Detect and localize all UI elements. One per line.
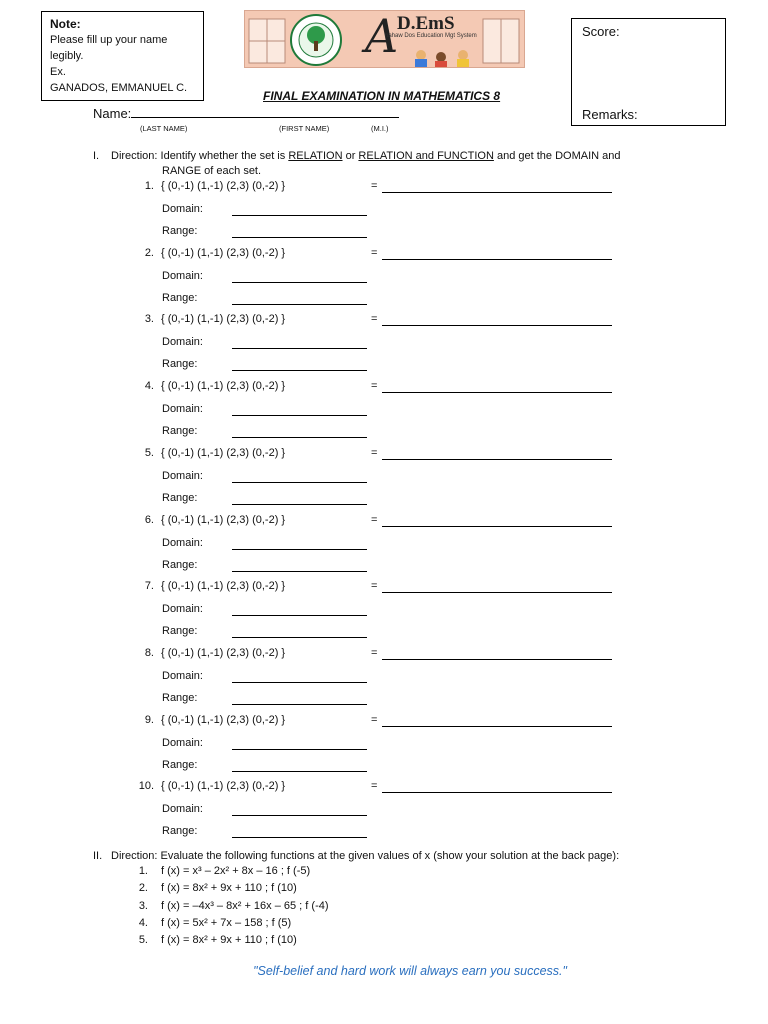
- relation-set: { (0,-1) (1,-1) (2,3) (0,-2) }: [161, 780, 286, 792]
- range-answer-line[interactable]: [232, 237, 367, 238]
- domain-label: Domain:: [162, 336, 203, 348]
- item-number: 2.: [144, 247, 154, 259]
- relation-set: { (0,-1) (1,-1) (2,3) (0,-2) }: [161, 380, 286, 392]
- equals-sign: =: [371, 580, 378, 592]
- last-name-label: (LAST NAME): [140, 124, 188, 133]
- domain-label: Domain:: [162, 270, 203, 282]
- range-label: Range:: [162, 425, 198, 437]
- answer-line[interactable]: [382, 792, 612, 793]
- answer-line[interactable]: [382, 192, 612, 193]
- name-label: Name:: [93, 106, 132, 121]
- answer-line[interactable]: [382, 526, 612, 527]
- function-expression: f (x) = 8x² + 9x + 110 ; f (10): [161, 882, 297, 894]
- item-number: 4.: [144, 380, 154, 392]
- domain-answer-line[interactable]: [232, 215, 367, 216]
- equals-sign: =: [371, 780, 378, 792]
- direction-prefix: Direction: Identify whether the set is: [111, 150, 289, 162]
- part1-direction: [111, 149, 621, 164]
- name-input-line[interactable]: [131, 117, 399, 118]
- function-number: 5.: [138, 934, 148, 946]
- item-number: 6.: [144, 514, 154, 526]
- term-relation: RELATION: [288, 150, 343, 162]
- domain-label: Domain:: [162, 470, 203, 482]
- domain-answer-line[interactable]: [232, 749, 367, 750]
- range-label: Range:: [162, 292, 198, 304]
- answer-line[interactable]: [382, 325, 612, 326]
- equals-sign: =: [371, 514, 378, 526]
- domain-answer-line[interactable]: [232, 282, 367, 283]
- range-answer-line[interactable]: [232, 771, 367, 772]
- range-label: Range:: [162, 625, 198, 637]
- function-expression: f (x) = 5x² + 7x – 158 ; f (5): [161, 917, 292, 929]
- middle-initial-label: (M.I.): [371, 124, 389, 133]
- item-number: 1.: [144, 180, 154, 192]
- part1-direction-line2: RANGE of each set.: [162, 165, 262, 177]
- item-number: 8.: [144, 647, 154, 659]
- motivational-quote: "Self-belief and hard work will always earn you success.": [253, 964, 567, 978]
- function-number: 3.: [138, 900, 148, 912]
- function-number: 1.: [138, 865, 148, 877]
- part2-direction: Direction: Evaluate the following functions at the given values of x (show your solution at the back page):: [111, 850, 620, 862]
- note-line: Please fill up your name: [50, 34, 168, 46]
- answer-line[interactable]: [382, 726, 612, 727]
- function-expression: f (x) = –4x³ – 8x² + 16x – 65 ; f (-4): [161, 900, 329, 912]
- equals-sign: =: [371, 714, 378, 726]
- answer-line[interactable]: [382, 392, 612, 393]
- answer-line[interactable]: [382, 592, 612, 593]
- relation-set: { (0,-1) (1,-1) (2,3) (0,-2) }: [161, 647, 286, 659]
- range-answer-line[interactable]: [232, 637, 367, 638]
- function-expression: f (x) = 8x² + 9x + 110 ; f (10): [161, 934, 297, 946]
- equals-sign: =: [371, 247, 378, 259]
- note-line: GANADOS, EMMANUEL C.: [50, 82, 188, 94]
- domain-label: Domain:: [162, 203, 203, 215]
- function-expression: f (x) = x³ – 2x² + 8x – 16 ; f (-5): [161, 865, 311, 877]
- brand-name: D.EmS: [397, 13, 455, 34]
- range-answer-line[interactable]: [232, 437, 367, 438]
- equals-sign: =: [371, 647, 378, 659]
- domain-answer-line[interactable]: [232, 615, 367, 616]
- term-relation-function: RELATION and FUNCTION: [358, 150, 494, 162]
- equals-sign: =: [371, 447, 378, 459]
- domain-label: Domain:: [162, 603, 203, 615]
- note-title: Note:: [50, 17, 81, 31]
- brand-tagline: nahaw Dos Education Mgt System: [385, 33, 477, 39]
- range-answer-line[interactable]: [232, 704, 367, 705]
- answer-line[interactable]: [382, 459, 612, 460]
- range-label: Range:: [162, 559, 198, 571]
- range-label: Range:: [162, 358, 198, 370]
- school-logo-banner: [244, 10, 525, 68]
- equals-sign: =: [371, 180, 378, 192]
- exam-title: FINAL EXAMINATION IN MATHEMATICS 8: [263, 89, 501, 103]
- domain-label: Domain:: [162, 537, 203, 549]
- equals-sign: =: [371, 313, 378, 325]
- function-number: 2.: [138, 882, 148, 894]
- direction-suffix: and get the DOMAIN and: [493, 150, 621, 162]
- range-answer-line[interactable]: [232, 370, 367, 371]
- item-number: 3.: [144, 313, 154, 325]
- relation-set: { (0,-1) (1,-1) (2,3) (0,-2) }: [161, 714, 286, 726]
- item-number: 5.: [144, 447, 154, 459]
- remarks-label: Remarks:: [582, 107, 638, 122]
- range-label: Range:: [162, 225, 198, 237]
- relation-set: { (0,-1) (1,-1) (2,3) (0,-2) }: [161, 580, 286, 592]
- equals-sign: =: [371, 380, 378, 392]
- part2-roman: II.: [93, 850, 103, 862]
- item-number: 9.: [144, 714, 154, 726]
- domain-label: Domain:: [162, 737, 203, 749]
- relation-set: { (0,-1) (1,-1) (2,3) (0,-2) }: [161, 247, 286, 259]
- item-number: 7.: [144, 580, 154, 592]
- range-answer-line[interactable]: [232, 837, 367, 838]
- domain-answer-line[interactable]: [232, 482, 367, 483]
- domain-label: Domain:: [162, 403, 203, 415]
- brand-letter: A: [365, 10, 399, 63]
- note-box: [41, 11, 204, 101]
- answer-line[interactable]: [382, 659, 612, 660]
- relation-set: { (0,-1) (1,-1) (2,3) (0,-2) }: [161, 514, 286, 526]
- domain-answer-line[interactable]: [232, 549, 367, 550]
- barangay-seal-icon: [289, 13, 343, 67]
- relation-set: { (0,-1) (1,-1) (2,3) (0,-2) }: [161, 313, 286, 325]
- range-answer-line[interactable]: [232, 304, 367, 305]
- domain-answer-line[interactable]: [232, 815, 367, 816]
- domain-answer-line[interactable]: [232, 682, 367, 683]
- range-label: Range:: [162, 692, 198, 704]
- note-line: Ex.: [50, 66, 66, 78]
- domain-answer-line[interactable]: [232, 415, 367, 416]
- range-label: Range:: [162, 825, 198, 837]
- first-name-label: (FIRST NAME): [279, 124, 330, 133]
- range-answer-line[interactable]: [232, 504, 367, 505]
- item-number: 10.: [138, 780, 154, 792]
- range-label: Range:: [162, 492, 198, 504]
- part1-roman: I.: [93, 150, 100, 162]
- score-box: [571, 18, 726, 126]
- domain-label: Domain:: [162, 670, 203, 682]
- domain-answer-line[interactable]: [232, 348, 367, 349]
- note-line: legibly.: [50, 50, 84, 62]
- answer-line[interactable]: [382, 259, 612, 260]
- function-number: 4.: [138, 917, 148, 929]
- range-answer-line[interactable]: [232, 571, 367, 572]
- direction-or: or: [342, 150, 359, 162]
- range-label: Range:: [162, 759, 198, 771]
- score-label: Score:: [582, 24, 620, 39]
- domain-label: Domain:: [162, 803, 203, 815]
- relation-set: { (0,-1) (1,-1) (2,3) (0,-2) }: [161, 447, 286, 459]
- relation-set: { (0,-1) (1,-1) (2,3) (0,-2) }: [161, 180, 286, 192]
